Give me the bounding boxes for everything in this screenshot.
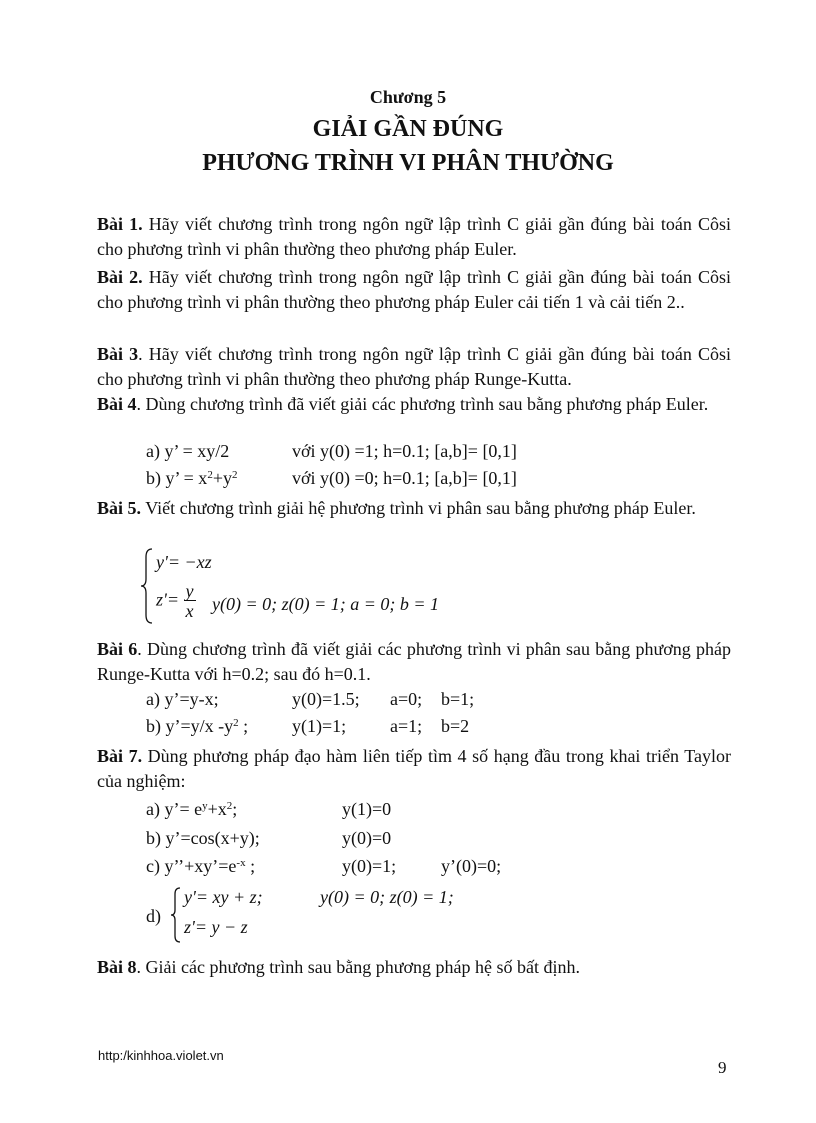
exercise-4-b-conditions: với y(0) =0; h=0.1; [a,b]= [0,1] xyxy=(292,468,517,488)
exercise-7-b-initial: y(0)=0 xyxy=(342,828,392,848)
exercise-text: Viết chương trình giải hệ phương trình vi phân sau bằng phương pháp Euler. xyxy=(141,498,696,518)
exercise-6-a-initial: y(0)=1.5; xyxy=(292,689,360,709)
chapter-label: Chương 5 xyxy=(369,87,447,107)
exercise-6-a-lower: a=0; xyxy=(390,689,423,709)
exercise-6-b-upper: b=2 xyxy=(441,716,470,736)
exercise-text: . Hãy viết chương trình trong ngôn ngữ lập trình C giải gần đúng bài toán Côsi cho phương trình vi phân thường theo phương pháp Runge-Kutta. xyxy=(97,344,731,389)
exercise-label: Bài 1. xyxy=(97,214,143,234)
exercise-7-d-equation-1: y'= xy + z; xyxy=(184,887,263,907)
system-equation-1: y'= −xz xyxy=(156,552,212,572)
exercise-7-a-equation: a) y’= $e^y+x^2$; xyxy=(146,799,238,819)
exercise-8 xyxy=(97,955,731,980)
exercise-4 xyxy=(97,392,731,417)
exercise-label: Bài 6 xyxy=(97,639,138,659)
exercise-7-d-conditions: y(0) = 0; z(0) = 1; xyxy=(320,887,454,907)
exercise-6-a-equation: a) y’=y-x; xyxy=(146,689,219,709)
exercise-7-c-equation: c) $y’’+xy’=e^{-x}$ ; xyxy=(146,856,256,876)
page-number: 9 xyxy=(718,1058,727,1077)
exercise-label: Bài 5. xyxy=(97,498,142,518)
exercise-label: Bài 3 xyxy=(97,344,139,364)
exercise-7-c-initial-2: y’(0)=0; xyxy=(441,856,502,876)
exercise-7-d-equation-2: z'= y − z xyxy=(184,917,248,937)
system-brace-icon xyxy=(170,886,182,944)
exercise-4-a-equation: a) y’ = xy/2 xyxy=(146,441,230,461)
exercise-label: Bài 4 xyxy=(97,394,137,414)
system-equation-2: z'= $\frac{y}{x}$ xyxy=(156,581,194,621)
system-brace-icon xyxy=(140,547,154,625)
chapter-title-line-1: GIẢI GẦN ĐÚNG xyxy=(312,116,504,142)
exercise-7-b-equation: b) y’=cos(x+y); xyxy=(146,828,260,848)
exercise-label: Bài 8 xyxy=(97,957,137,977)
exercise-7-c-initial-1: y(0)=1; xyxy=(342,856,397,876)
exercise-7-a-initial: y(1)=0 xyxy=(342,799,392,819)
exercise-text: . Giải các phương trình sau bằng phương pháp hệ số bất định. xyxy=(136,957,580,977)
exercise-4-b-equation: b) y’ = $x^2+y^2$ xyxy=(146,468,238,488)
exercise-2 xyxy=(97,265,731,315)
exercise-label: Bài 7. xyxy=(97,746,143,766)
exercise-text: Hãy viết chương trình trong ngôn ngữ lập trình C giải gần đúng bài toán Côsi cho phương trình vi phân thường theo phương pháp Euler. xyxy=(97,214,731,259)
exercise-text: Dùng phương pháp đạo hàm liên tiếp tìm 4 số hạng đầu trong khai triển Taylor của nghiệm: xyxy=(97,746,731,791)
exercise-label: Bài 2. xyxy=(97,267,143,287)
exercise-7 xyxy=(97,744,731,794)
exercise-6-a-upper: b=1; xyxy=(441,689,475,709)
exercise-text: Hãy viết chương trình trong ngôn ngữ lập trình C giải gần đúng bài toán Côsi cho phương trình vi phân thường theo phương pháp Euler cải tiến 1 và cải tiến 2.. xyxy=(97,267,731,312)
exercise-6-b-equation: b) y’=y/x $-y^2$ ; xyxy=(146,716,249,736)
exercise-5 xyxy=(97,496,731,521)
exercise-text: . Dùng chương trình đã viết giải các phương trình sau bằng phương pháp Euler. xyxy=(136,394,709,414)
exercise-1 xyxy=(97,212,731,262)
exercise-4-a-conditions: với y(0) =1; h=0.1; [a,b]= [0,1] xyxy=(292,441,517,461)
exercise-text: . Dùng chương trình đã viết giải các phương trình vi phân sau bằng phương pháp Runge-Kutta với h=0.2; sau đó h=0.1. xyxy=(97,639,731,684)
exercise-3 xyxy=(97,342,731,392)
fraction-y-over-x: $\frac{y}{x}$ xyxy=(185,581,194,621)
system-initial-conditions: y(0) = 0; z(0) = 1; a = 0; b = 1 xyxy=(212,594,440,614)
exercise-6-b-initial: y(1)=1; xyxy=(292,716,347,736)
exercise-6 xyxy=(97,637,731,687)
chapter-title-line-2: PHƯƠNG TRÌNH VI PHÂN THƯỜNG xyxy=(202,150,614,176)
exercise-6-b-lower: a=1; xyxy=(390,716,423,736)
exercise-7-d-label: d) xyxy=(146,906,161,926)
footer-url: http:/kinhhoa.violet.vn xyxy=(98,1048,224,1063)
